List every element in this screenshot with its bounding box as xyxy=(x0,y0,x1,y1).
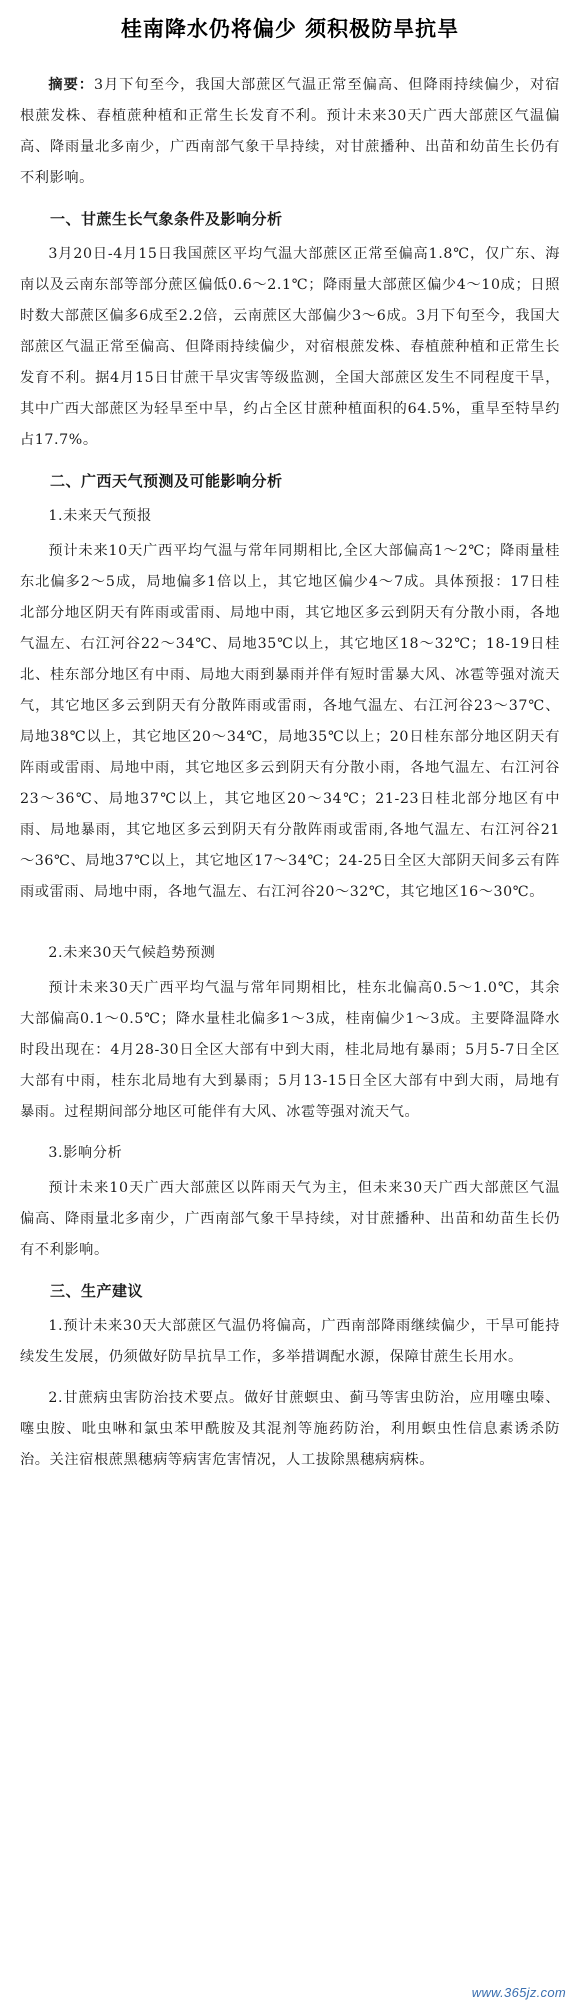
suggestion-item-2: 2.甘蔗病虫害防治技术要点。做好甘蔗螟虫、蓟马等害虫防治，应用噻虫嗪、噻虫胺、吡虫啉和氯虫苯甲酰胺及其混剂等施药防治，利用螟虫性信息素诱杀防治。关注宿根蔗黑穗病等病害危害情况，人工拔除黑穗病病株。 xyxy=(20,1390,560,1468)
subsection-2-1-paragraph: 预计未来10天广西平均气温与常年同期相比,全区大部偏高1～2℃；降雨量桂东北偏多2～5成，局地偏多1倍以上，其它地区偏少4～7成。具体预报：17日桂北部分地区阴天有阵雨或雷雨、局地中雨，其它地区多云到阴天有分散小雨，各地气温左、右江河谷22～34℃、局地35℃以上，其它地区18～32℃；18-19日桂北、桂东部分地区有中雨、局地大雨到暴雨并伴有短时雷暴大风、冰雹等强对流天气，其它地区多云到阴天有分散阵雨或雷雨，各地气温左、右江河谷23～37℃、局地38℃以上，其它地区20～34℃，局地35℃以上；20日桂东部分地区阴天有阵雨或雷雨、局地中雨，其它地区多云到阴天有分散小雨，各地气温左、右江河谷23～36℃、局地37℃以上，其它地区20～34℃；21-23日桂北部分地区有中雨、局地暴雨，其它地区多云到阴天有分散阵雨或雷雨,各地气温左、右江河谷21～36℃、局地37℃以上，其它地区17～34℃；24-25日全区大部阴天间多云有阵雨或雷雨、局地中雨，各地气温左、右江河谷20～32℃，其它地区16～30℃。 xyxy=(20,543,561,900)
section-1-heading: 一、甘蔗生长气象条件及影响分析 xyxy=(50,210,283,228)
subsection-2-2-paragraph: 预计未来30天广西平均气温与常年同期相比，桂东北偏高0.5～1.0℃，其余大部偏高0.1～0.5℃；降水量桂北偏多1～3成，桂南偏少1～3成。主要降温降水时段出现在：4月28-30日全区大部有中到大雨，桂北局地有暴雨；5月5-7日全区大部有中雨，桂东北局地有大到暴雨；5月13-15日全区大部有中到大雨，局地有暴雨。过程期间部分地区可能伴有大风、冰雹等强对流天气。 xyxy=(20,980,560,1120)
spacer xyxy=(20,918,560,938)
section-2-heading: 二、广西天气预测及可能影响分析 xyxy=(50,472,283,490)
subsection-2-3-heading: 3.影响分析 xyxy=(48,1145,123,1161)
abstract-paragraph xyxy=(20,70,560,194)
subsection-2-2-heading: 2.未来30天气候趋势预测 xyxy=(48,945,216,961)
abstract-text: 3月下旬至今，我国大部蔗区气温正常至偏高、但降雨持续偏少，对宿根蔗发株、春植蔗种植和正常生长发育不利。预计未来30天广西大部蔗区气温偏高、降雨量北多南少，广西南部气象干旱持续，对甘蔗播种、出苗和幼苗生长仍有不利影响。 xyxy=(20,77,560,186)
site-watermark: www.365jz.com xyxy=(471,1985,566,2000)
section-3-heading: 三、生产建议 xyxy=(50,1282,144,1300)
subsection-2-3-paragraph: 预计未来10天广西大部蔗区以阵雨天气为主，但未来30天广西大部蔗区气温偏高、降雨量北多南少，广西南部气象干旱持续，对甘蔗播种、出苗和幼苗生长仍有不利影响。 xyxy=(20,1180,560,1258)
section-1-paragraph: 3月20日-4月15日我国蔗区平均气温大部蔗区正常至偏高1.8℃，仅广东、海南以及云南东部等部分蔗区偏低0.6～2.1℃；降雨量大部蔗区偏少4～10成；日照时数大部蔗区偏多6成至2.2倍，云南蔗区大部偏少3～6成。3月下旬至今，我国大部蔗区气温正常至偏高、但降雨持续偏少，对宿根蔗发株、春植蔗种植和正常生长发育不利。据4月15日甘蔗干旱灾害等级监测，全国大部蔗区发生不同程度干旱，其中广西大部蔗区为轻旱至中旱，约占全区甘蔗种植面积的64.5%，重旱至特旱约占17.7%。 xyxy=(20,246,560,448)
subsection-2-1-heading: 1.未来天气预报 xyxy=(48,508,152,524)
suggestion-item-1: 1.预计未来30天大部蔗区气温仍将偏高，广西南部降雨继续偏少，干旱可能持续发生发展，仍须做好防旱抗旱工作，多举措调配水源，保障甘蔗生长用水。 xyxy=(20,1318,560,1365)
article-title: 桂南降水仍将偏少 须积极防旱抗旱 xyxy=(120,17,460,41)
abstract-label: 摘要： xyxy=(48,77,95,93)
